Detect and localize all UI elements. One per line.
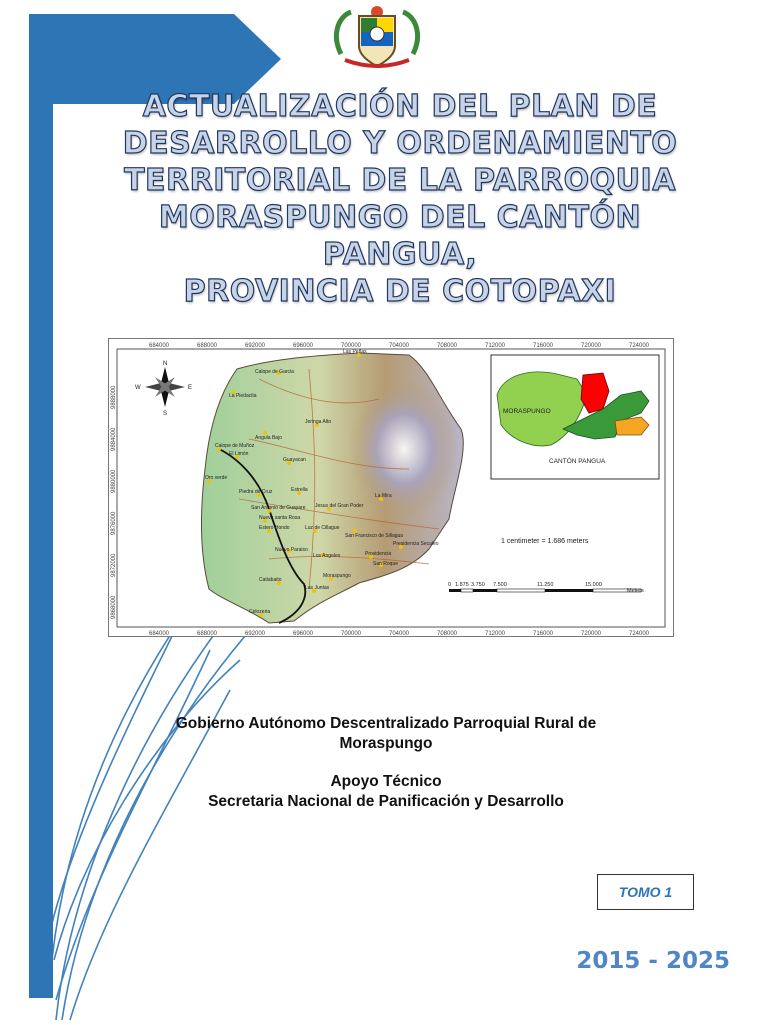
y-tick-3: 9880000 — [111, 469, 117, 493]
x-tick-bottom-5: 700000 — [341, 631, 362, 636]
place-label-19: Presidencia Secaleo — [393, 541, 439, 547]
x-tick-bottom-9: 716000 — [533, 631, 554, 636]
place-label-14: Nueva santa Rosa — [259, 515, 301, 521]
inset-canton-label: CANTÓN PANGUA — [549, 458, 606, 465]
title-line-2: DESARROLLO Y ORDENAMIENTO — [122, 126, 678, 161]
x-tick-top-4: 696000 — [293, 343, 314, 349]
scale-text: 1 centimeter = 1.686 meters — [501, 538, 589, 545]
place-label-10: Piedra de Cruz — [239, 489, 273, 495]
gad-line-2: Moraspungo — [339, 735, 433, 752]
place-label-12: San Antonio de Guayare — [251, 505, 306, 511]
place-label-17: San Francisco de Sillagua — [345, 533, 404, 539]
x-tick-top-6: 704000 — [389, 343, 410, 349]
map-graphic — [109, 339, 673, 636]
scale-unit: Meters — [627, 588, 644, 594]
x-tick-bottom-1: 684000 — [149, 631, 170, 636]
parish-emblem-icon — [331, 4, 423, 70]
place-label-20: Nuevo Paraiso — [275, 547, 308, 553]
scale-tick-6: 15.000 — [585, 582, 602, 588]
compass-n: N — [163, 361, 168, 367]
scale-tick-4: 7.500 — [493, 582, 507, 588]
place-label-22: Providencia — [365, 551, 392, 557]
place-label-6: Calope de Muñoz — [215, 443, 255, 449]
scale-tick-5: 11.250 — [537, 582, 554, 588]
y-tick-1: 9888000 — [111, 385, 117, 409]
place-label-1: Las Peñas — [343, 349, 367, 355]
title-line-4: MORASPUNGO DEL CANTÓN PANGUA, — [158, 200, 642, 272]
title-line-3: TERRITORIAL DE LA PARROQUIA — [124, 163, 676, 198]
place-label-25: Moraspungo — [323, 573, 351, 579]
place-label-18: La Mira — [375, 493, 392, 499]
parish-map — [108, 338, 674, 637]
y-tick-4: 9876000 — [111, 511, 117, 535]
title-line-5: PROVINCIA DE COTOPAXI — [183, 274, 617, 309]
x-tick-bottom-6: 704000 — [389, 631, 410, 636]
x-tick-bottom-3: 692000 — [245, 631, 266, 636]
spacer — [108, 754, 664, 772]
place-label-7: El Limón — [229, 451, 249, 457]
x-tick-bottom-2: 688000 — [197, 631, 218, 636]
scale-tick-2: 1.875 — [455, 582, 469, 588]
gad-line-1: Gobierno Autónomo Descentralizado Parroquial Rural de — [175, 715, 597, 732]
compass-w: W — [135, 385, 141, 391]
title-line-1: ACTUALIZACIÓN DEL PLAN DE — [142, 89, 658, 124]
x-tick-top-8: 712000 — [485, 343, 506, 349]
place-label-15: Estero Hondo — [259, 525, 290, 531]
scale-tick-1: 0 — [448, 582, 452, 588]
place-label-11: Estrella — [291, 487, 308, 493]
place-label-24: Catiabaito — [259, 577, 282, 583]
y-tick-5: 9872000 — [111, 553, 117, 577]
volume-label: TOMO 1 — [597, 874, 694, 910]
document-title — [90, 88, 710, 310]
place-label-13: Jesus del Gran Poder — [315, 503, 364, 509]
place-label-9: Oro verde — [205, 475, 228, 481]
period-years: 2015 - 2025 — [576, 948, 730, 974]
x-tick-bottom-4: 696000 — [293, 631, 314, 636]
inset-region-label: MORASPUNGO — [503, 408, 551, 415]
compass-e: E — [188, 385, 193, 391]
x-tick-top-2: 688000 — [197, 343, 218, 349]
x-tick-top-9: 716000 — [533, 343, 554, 349]
x-tick-top-5: 700000 — [341, 343, 362, 349]
place-label-5: Angula Bajo — [255, 435, 282, 441]
x-tick-bottom-7: 708000 — [437, 631, 458, 636]
place-label-23: San Roque — [373, 561, 399, 567]
place-label-2: Calope de Garcia — [255, 369, 294, 375]
x-tick-top-7: 708000 — [437, 343, 458, 349]
x-tick-top-1: 684000 — [149, 343, 170, 349]
place-label-21: Los Angeles — [313, 553, 341, 559]
x-tick-bottom-10: 720000 — [581, 631, 602, 636]
support-org: Secretaria Nacional de Panificación y Desarrollo — [208, 793, 564, 810]
x-tick-top-11: 724000 — [629, 343, 650, 349]
place-label-4: Jeringa Alto — [305, 419, 332, 425]
x-tick-bottom-8: 712000 — [485, 631, 506, 636]
y-tick-6: 9868000 — [111, 595, 117, 619]
place-label-26: Las Juntas — [305, 585, 330, 591]
place-label-27: Celozeria — [249, 609, 271, 615]
scale-tick-3: 3.750 — [471, 582, 485, 588]
x-tick-bottom-11: 724000 — [629, 631, 650, 636]
support-title: Apoyo Técnico — [330, 773, 442, 790]
place-label-3: La Piedacita — [229, 393, 257, 399]
place-label-16: Luz de Cillague — [305, 525, 340, 531]
x-tick-top-3: 692000 — [245, 343, 266, 349]
y-tick-2: 9884000 — [111, 427, 117, 451]
inset-map — [491, 355, 659, 479]
compass-s: S — [163, 411, 168, 417]
place-label-8: Guayacan — [283, 457, 306, 463]
x-tick-top-10: 720000 — [581, 343, 602, 349]
credits-block — [108, 714, 664, 812]
